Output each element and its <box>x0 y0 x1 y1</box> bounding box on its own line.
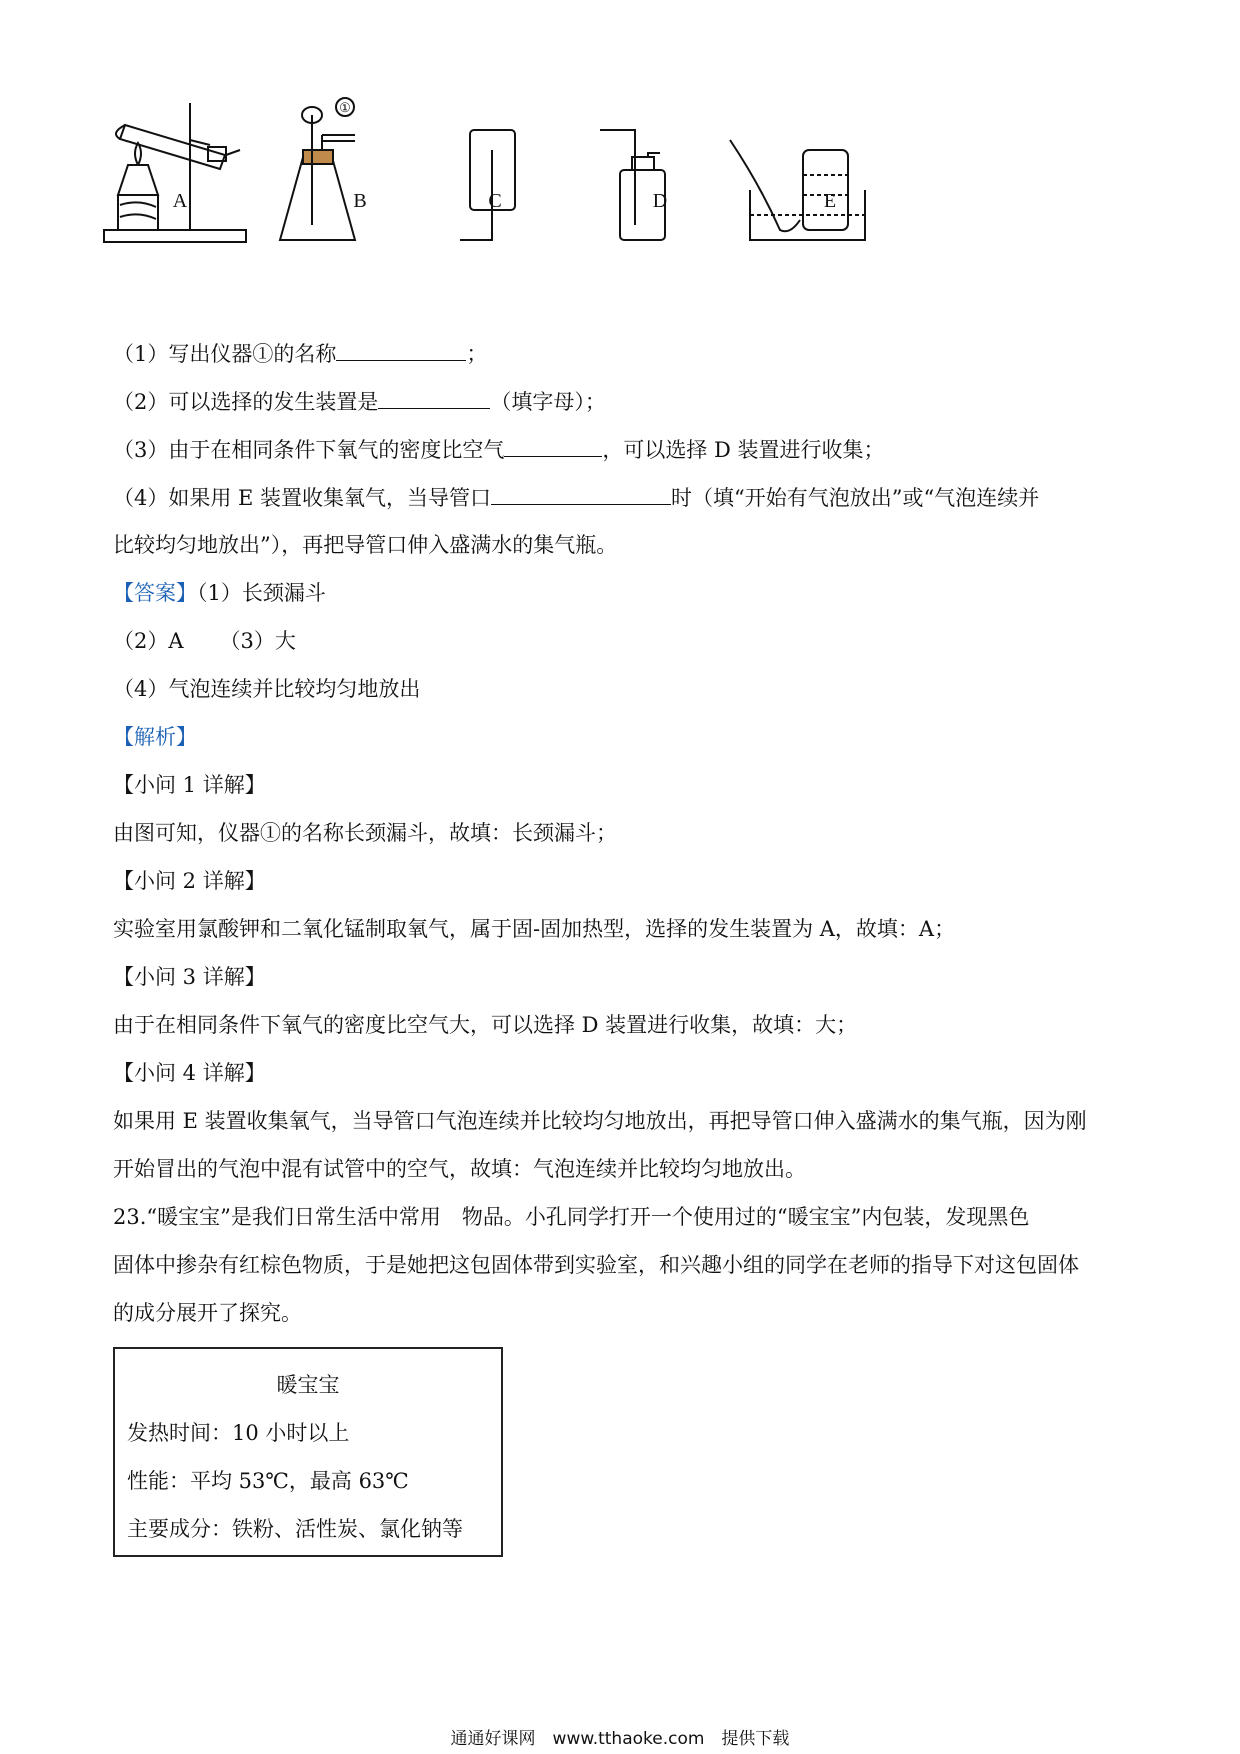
question-1 <box>113 338 487 369</box>
product-label-box <box>113 1347 503 1557</box>
question-3-end: ，可以选择 D 装置进行收集； <box>602 438 885 462</box>
label-apparatus-e: E <box>823 190 837 212</box>
answer-1: （1）长颈漏斗 <box>197 581 326 605</box>
question-1-text: （1）写出仪器①的名称 <box>113 342 337 366</box>
sub-question-4-detail-line-2: 开始冒出的气泡中混有试管中的空气，故填：气泡连续并比较均匀地放出。 <box>113 1157 806 1181</box>
question-23-line-3: 的成分展开了探究。 <box>113 1301 302 1325</box>
sub-question-2-detail: 实验室用氯酸钾和二氧化锰制取氧气，属于固-固加热型，选择的发生装置为 A，故填：A； <box>113 917 956 941</box>
question-2 <box>113 386 606 417</box>
apparatus-b-drawing <box>280 98 355 240</box>
answer-line-1 <box>113 578 326 608</box>
product-heating-time: 发热时间：10 小时以上 <box>127 1421 350 1445</box>
apparatus-c-drawing <box>460 130 515 240</box>
sub-question-3-heading: 【小问 3 详解】 <box>113 965 266 989</box>
apparatus-d-drawing <box>600 130 665 240</box>
product-main-components: 主要成分：铁粉、活性炭、氯化钠等 <box>127 1517 463 1541</box>
product-label-title: 暖宝宝 <box>276 1373 340 1397</box>
sub-question-4-heading: 【小问 4 详解】 <box>113 1061 266 1085</box>
answer-tag: 【答案】 <box>113 581 197 605</box>
sub-question-2-heading: 【小问 2 详解】 <box>113 869 266 893</box>
apparatus-figure <box>100 95 1000 315</box>
answer-line-2 <box>113 626 296 656</box>
question-4-line-2: 比较均匀地放出”），再把导管口伸入盛满水的集气瓶。 <box>113 533 618 557</box>
question-3 <box>113 434 885 465</box>
answer-2: （2）A <box>113 629 184 653</box>
apparatus-a-drawing <box>104 103 246 242</box>
sub-question-1-detail: 由图可知，仪器①的名称长颈漏斗，故填：长颈漏斗； <box>113 821 617 845</box>
analysis-tag: 【解析】 <box>113 725 197 749</box>
footer-source: 通通好课网 www.tthaoke.com 提供下载 <box>450 1729 790 1749</box>
label-apparatus-b: B <box>353 190 367 212</box>
question-3-blank[interactable] <box>504 434 602 457</box>
question-1-end: ； <box>466 342 488 366</box>
answer-3: （3）大 <box>219 629 296 653</box>
sub-question-1-heading: 【小问 1 详解】 <box>113 773 266 797</box>
label-apparatus-c: C <box>488 190 502 212</box>
sub-question-3-detail: 由于在相同条件下氧气的密度比空气大，可以选择 D 装置进行收集，故填：大； <box>113 1013 858 1037</box>
question-4-text: （4）如果用 E 装置收集氧气，当导管口 <box>113 486 492 510</box>
label-apparatus-d: D <box>652 190 668 212</box>
question-3-text: （3）由于在相同条件下氧气的密度比空气 <box>113 438 505 462</box>
question-4-end: 时（填“开始有气泡放出”或“气泡连续并 <box>671 486 1040 510</box>
label-apparatus-a: A <box>172 190 188 212</box>
callout-circled-one: ① <box>339 101 351 116</box>
sub-question-4-detail-line-1: 如果用 E 装置收集氧气，当导管口气泡连续并比较均匀地放出，再把导管口伸入盛满水的集气瓶，因为刚 <box>113 1109 1087 1133</box>
question-4 <box>113 482 1039 513</box>
product-performance: 性能：平均 53℃，最高 63℃ <box>127 1469 409 1493</box>
question-2-blank[interactable] <box>378 386 490 409</box>
question-2-text: （2）可以选择的发生装置是 <box>113 390 379 414</box>
question-1-blank[interactable] <box>336 338 466 361</box>
question-4-blank[interactable] <box>491 482 671 505</box>
question-23-line-2: 固体中掺杂有红棕色物质，于是她把这包固体带到实验室，和兴趣小组的同学在老师的指导下对这包固体 <box>113 1253 1079 1277</box>
answer-4: （4）气泡连续并比较均匀地放出 <box>113 677 421 701</box>
question-23-line-1: 23.“暖宝宝”是我们日常生活中常用 物品。小孔同学打开一个使用过的“暖宝宝”内包装，发现黑色 <box>113 1205 1030 1229</box>
question-2-end: （填字母）； <box>490 390 606 414</box>
